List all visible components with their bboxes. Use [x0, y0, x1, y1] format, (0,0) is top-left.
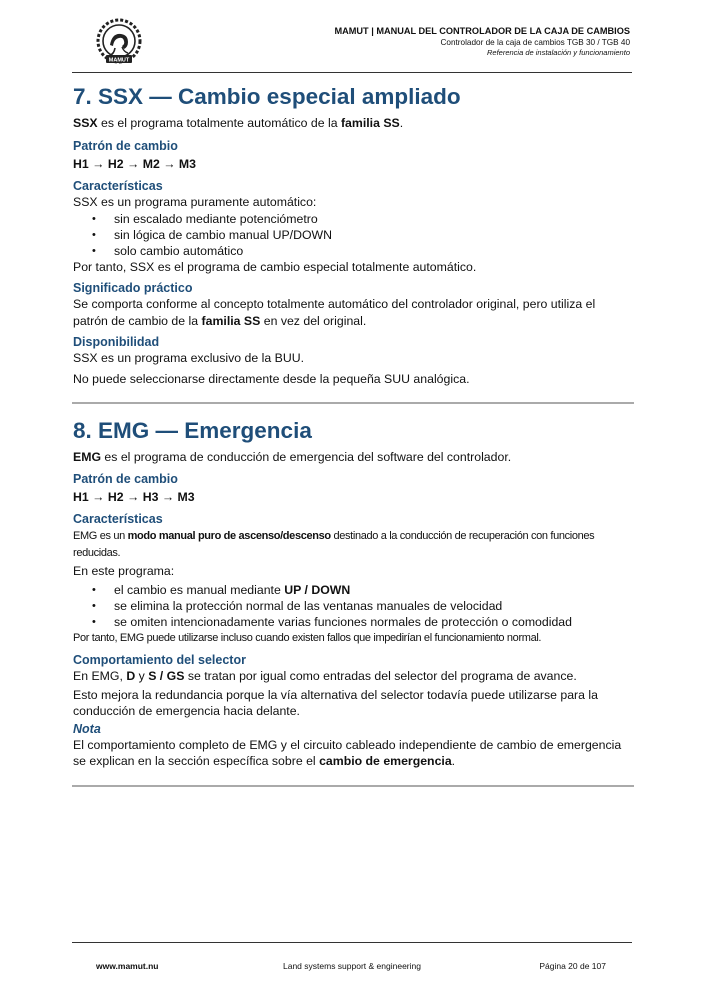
s8-char-intro: EMG es un modo manual puro de ascenso/descenso destinado a la conducción de recuperación con funciones reducidas.: [73, 530, 595, 559]
s7-char-outro: Por tanto, SSX es el programa de cambio especial totalmente automático.: [73, 259, 477, 274]
s7-char-intro: SSX es un programa puramente automático:: [73, 195, 317, 209]
mamut-logo: [94, 17, 144, 67]
header-subtitle: Controlador de la caja de cambios TGB 30 / TGB 40: [440, 38, 630, 47]
header-reference: Referencia de instalación y funcionamiento: [486, 48, 630, 57]
s7-bullet-list: [73, 211, 633, 259]
s7-char-heading: Características: [73, 179, 163, 193]
s8-char-intro2: En este programa:: [73, 564, 175, 578]
list-item: • sin lógica de cambio manual UP/DOWN: [114, 227, 633, 243]
footer-website[interactable]: www.mamut.nu: [96, 961, 159, 971]
s7-pattern: H1 → H2 → M2 → M3: [73, 156, 196, 171]
s7-avail-2: No puede seleccionarse directamente desde la pequeña SUU analógica.: [73, 371, 470, 386]
page-content: [73, 82, 633, 787]
footer-company: Land systems support & engineering: [283, 961, 421, 971]
header-title: MAMUT | MANUAL DEL CONTROLADOR DE LA CAJA DE CAMBIOS: [334, 26, 630, 36]
s8-note-heading: Nota: [73, 721, 101, 736]
footer-page-number: Página 20 de 107: [539, 961, 606, 971]
section-7-title: 7. SSX — Cambio especial ampliado: [73, 84, 461, 109]
s7-practical: Se comporta conforme al concepto totalmente automático del controlador original, pero utiliza el patrón de cambio de la familia SS en vez del original.: [73, 297, 596, 328]
section-emg: [73, 416, 633, 770]
page-footer: [72, 942, 632, 983]
page-header: [72, 14, 632, 73]
list-item: • se elimina la protección normal de las ventanas manuales de velocidad: [114, 598, 633, 614]
s7-pattern-heading: Patrón de cambio: [73, 138, 178, 153]
section-8-title: 8. EMG — Emergencia: [73, 418, 312, 443]
s8-intro: EMG es el programa de conducción de emergencia del software del controlador.: [73, 450, 512, 464]
s7-avail-1: SSX es un programa exclusivo de la BUU.: [73, 351, 305, 365]
s8-note: El comportamiento completo de EMG y el circuito cableado independiente de cambio de emergencia se explican en la sección específica sobre el cambio de emergencia.: [73, 737, 622, 768]
list-item: • sin escalado mediante potenciómetro: [114, 211, 633, 227]
s8-pattern: H1 → H2 → H3 → M3: [73, 489, 195, 504]
s7-intro: SSX es el programa totalmente automático de la familia SS.: [73, 116, 404, 130]
logo-text: MAMUT: [108, 57, 130, 64]
list-item: • solo cambio automático: [114, 243, 633, 259]
s8-char-outro: Por tanto, EMG puede utilizarse incluso cuando existen fallos que impedirían el funcionamiento normal.: [73, 631, 542, 644]
list-item: • el cambio es manual mediante UP / DOWN: [114, 582, 633, 598]
s8-pattern-heading: Patrón de cambio: [73, 471, 178, 486]
s7-avail-heading: Disponibilidad: [73, 335, 160, 349]
section-divider: [72, 785, 634, 787]
s7-practical-heading: Significado práctico: [73, 281, 193, 295]
s8-char-heading: Características: [73, 512, 163, 526]
s8-selector-2: Esto mejora la redundancia porque la vía alternativa del selector todavía puede utilizarse para la conducción de emergencia hacia delante.: [73, 687, 598, 718]
s8-bullet-list: [73, 582, 633, 630]
section-ssx: [73, 82, 633, 387]
section-divider: [72, 402, 634, 404]
s8-selector-heading: Comportamiento del selector: [73, 653, 246, 667]
list-item: • se omiten intencionadamente varias funciones normales de protección o comodidad: [114, 614, 633, 630]
s8-selector-1: En EMG, D y S / GS se tratan por igual como entradas del selector del programa de avance.: [73, 669, 577, 683]
